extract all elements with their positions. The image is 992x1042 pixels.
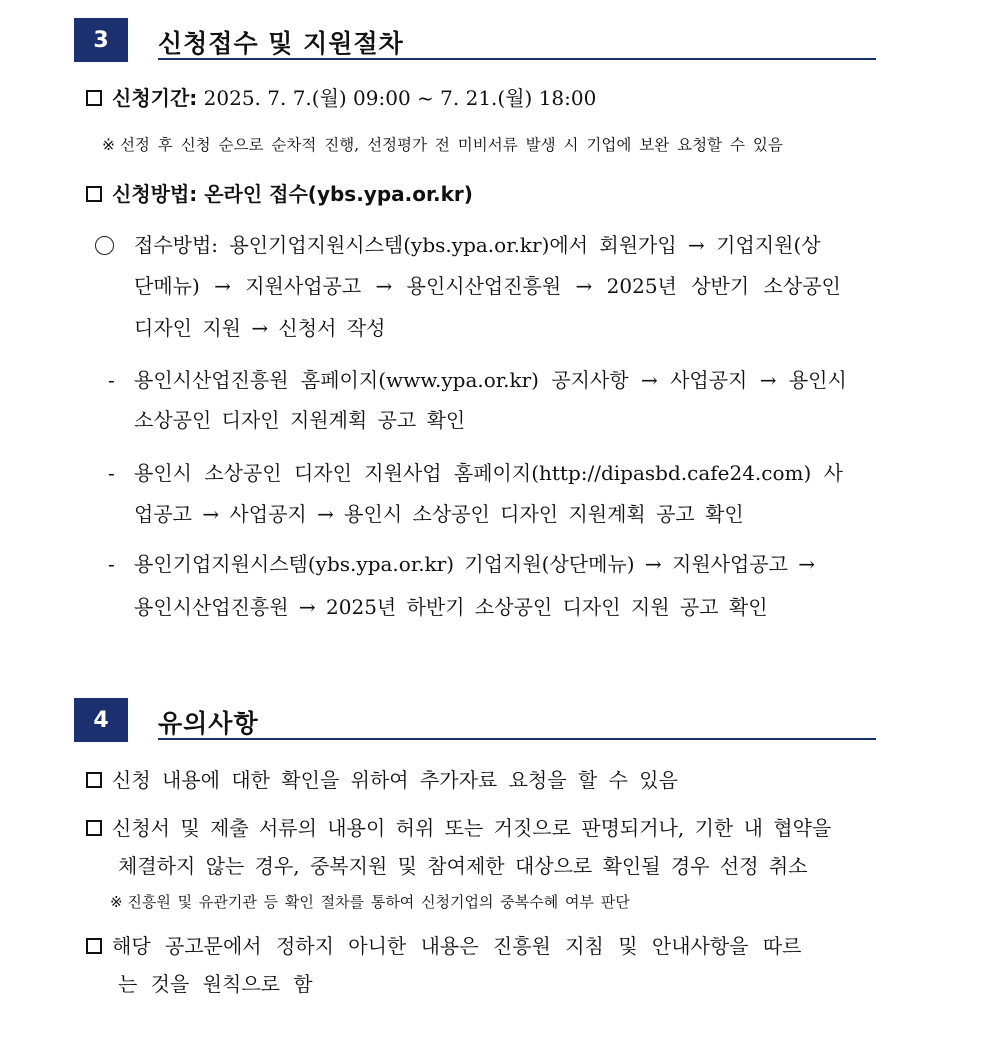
note-text: 진흥원 및 유관기관 등 확인 절차를 통하여 신청기업의 중복수혜 여부 판단 (127, 893, 630, 911)
caution-text: 신청서 및 제출 서류의 내용이 허위 또는 거짓으로 판명되거나, 기한 내 협약을 (112, 816, 832, 840)
section-underline (158, 738, 876, 740)
section-number: 3 (74, 18, 128, 62)
section-4-header (74, 698, 876, 742)
circle-bullet-icon (95, 236, 114, 255)
application-period (86, 84, 596, 112)
selection-note (102, 131, 783, 159)
note-text: 선정 후 신청 순으로 순차적 진행, 선정평가 전 미비서류 발생 시 기업에 보완 요청할 수 있음 (119, 136, 783, 154)
section-title: 신청접수 및 지원절차 (158, 29, 404, 58)
section-title: 유의사항 (158, 709, 259, 738)
dash-bullet: - (108, 368, 115, 392)
caution-item-1 (86, 766, 678, 794)
dash2-line-2: 업공고 → 사업공지 → 용인시 소상공인 디자인 지원계획 공고 확인 (134, 502, 744, 526)
checkbox-bullet-icon (86, 186, 102, 202)
caution-item-2 (86, 814, 831, 842)
reference-mark-icon: ※ (102, 136, 115, 154)
caution-item-2-line-2: 체결하지 않는 경우, 중복지원 및 참여제한 대상으로 확인될 경우 선정 취소 (118, 854, 808, 878)
checkbox-bullet-icon (86, 90, 102, 106)
dash3-line-2: 용인시산업진흥원 → 2025년 하반기 소상공인 디자인 지원 공고 확인 (134, 595, 768, 619)
dash-bullet: - (108, 552, 115, 576)
dash2-line-1: 용인시 소상공인 디자인 지원사업 홈페이지(http://dipasbd.cafe24.com) 사 (134, 461, 843, 485)
caution-note (110, 888, 630, 916)
period-value: 2025. 7. 7.(월) 09:00 ~ 7. 21.(월) 18:00 (197, 86, 597, 110)
method-label: 신청방법: 온라인 접수(ybs.ypa.or.kr) (112, 182, 473, 206)
caution-item-3 (86, 932, 802, 960)
checkbox-bullet-icon (86, 820, 102, 836)
checkbox-bullet-icon (86, 938, 102, 954)
dash1-line-1: 용인시산업진흥원 홈페이지(www.ypa.or.kr) 공지사항 → 사업공지 → 용인시 (134, 368, 847, 392)
dash-bullet: - (108, 461, 115, 485)
section-underline (158, 58, 876, 60)
dash3-line-1: 용인기업지원시스템(ybs.ypa.or.kr) 기업지원(상단메뉴) → 지원사업공고 → (134, 552, 816, 576)
caution-item-3-line-2: 는 것을 원칙으로 함 (118, 972, 313, 996)
application-method (86, 180, 473, 208)
caution-text: 해당 공고문에서 정하지 아니한 내용은 진흥원 지침 및 안내사항을 따르 (112, 934, 802, 958)
checkbox-bullet-icon (86, 772, 102, 788)
period-label: 신청기간: (112, 86, 198, 110)
procedure-line-1: 접수방법: 용인기업지원시스템(ybs.ypa.or.kr)에서 회원가입 → 기업지원(상 (134, 233, 821, 257)
procedure-line-3: 디자인 지원 → 신청서 작성 (134, 316, 386, 340)
caution-text: 신청 내용에 대한 확인을 위하여 추가자료 요청을 할 수 있음 (112, 768, 678, 792)
procedure-line-2: 단메뉴) → 지원사업공고 → 용인시산업진흥원 → 2025년 상반기 소상공인 (134, 274, 841, 298)
reference-mark-icon: ※ (110, 893, 123, 911)
section-number: 4 (74, 698, 128, 742)
section-3-header (74, 18, 876, 62)
dash1-line-2: 소상공인 디자인 지원계획 공고 확인 (134, 408, 466, 432)
